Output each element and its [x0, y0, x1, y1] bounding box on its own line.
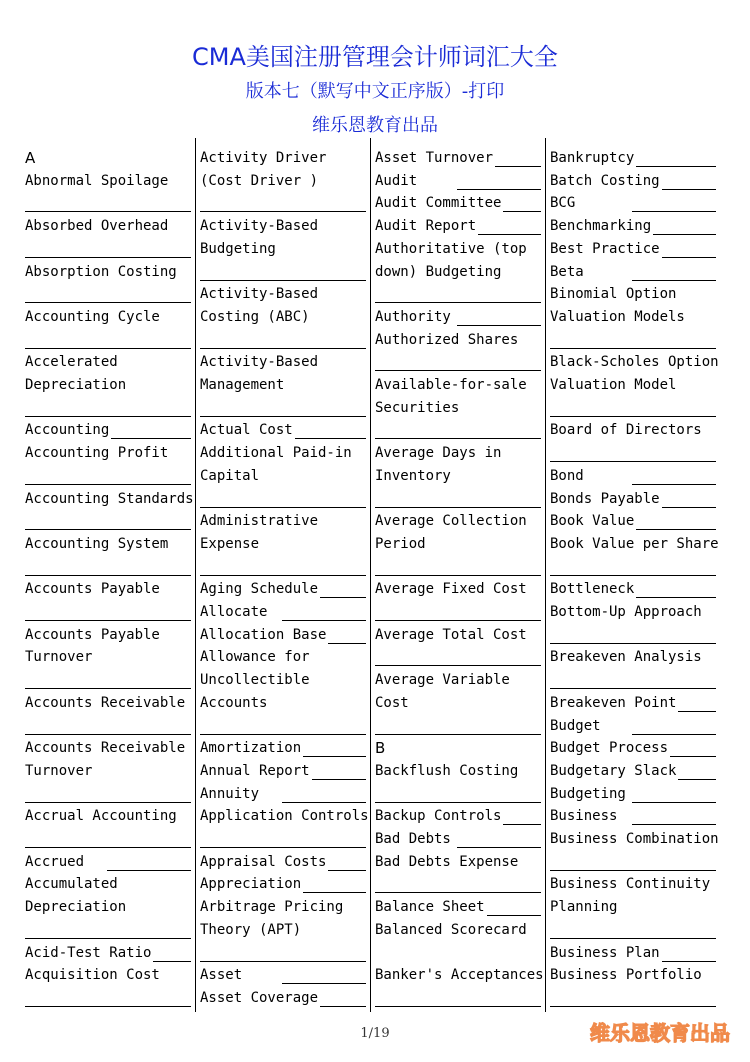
vocab-term: Audit — [375, 172, 418, 189]
vocab-term: Business Plan — [550, 944, 660, 961]
vocab-term: Business Combination — [550, 831, 719, 847]
vocab-term: Accumulated — [25, 876, 118, 893]
answer-blank-line[interactable] — [200, 416, 366, 417]
answer-blank-line[interactable] — [375, 665, 541, 666]
answer-blank-line[interactable] — [636, 166, 716, 167]
vocab-term: Accounts Receivable — [25, 740, 186, 757]
vocab-term: BCG — [550, 195, 576, 212]
answer-blank-line[interactable] — [25, 734, 191, 735]
vocab-term: Book Value per Share — [550, 535, 719, 552]
vocab-term: Business Portfolio — [550, 967, 702, 984]
answer-blank-line[interactable] — [678, 711, 716, 712]
section-letter: A — [25, 149, 36, 167]
answer-blank-line[interactable] — [653, 234, 716, 235]
vocab-term: Valuation Models — [550, 308, 685, 325]
answer-blank-line[interactable] — [25, 620, 191, 621]
vocab-term: Aging Schedule — [200, 581, 319, 598]
column-divider — [545, 138, 546, 1012]
vocab-term: Accounting System — [25, 535, 169, 552]
vocab-term: Activity-Based — [200, 354, 319, 371]
answer-blank-line[interactable] — [282, 802, 366, 803]
vocab-term: Business — [550, 808, 618, 825]
answer-blank-line[interactable] — [200, 734, 366, 735]
vocab-term: Bankruptcy — [550, 150, 635, 166]
answer-blank-line[interactable] — [550, 348, 716, 349]
vocab-term: Allocation Base — [200, 626, 327, 643]
vocab-term: Board of Directors — [550, 422, 702, 439]
vocab-term: Depreciation — [25, 899, 127, 916]
vocab-term: Accounts Payable — [25, 626, 160, 643]
answer-blank-line[interactable] — [550, 1006, 716, 1007]
vocab-term: Bottleneck — [550, 581, 635, 598]
answer-blank-line[interactable] — [200, 211, 366, 212]
vocab-term: Black-Scholes Option — [550, 354, 719, 371]
vocab-term: Amortization — [200, 740, 302, 757]
answer-blank-line[interactable] — [503, 824, 541, 825]
answer-blank-line[interactable] — [632, 734, 716, 735]
answer-blank-line[interactable] — [662, 189, 716, 190]
answer-blank-line[interactable] — [25, 257, 191, 258]
vocab-term: Appraisal Costs — [200, 853, 327, 870]
answer-blank-line[interactable] — [312, 779, 366, 780]
answer-blank-line[interactable] — [375, 734, 541, 735]
vocab-term: Securities — [375, 399, 460, 416]
section-letter: B — [375, 739, 386, 758]
answer-blank-line[interactable] — [632, 824, 716, 825]
document-header — [0, 40, 750, 140]
answer-blank-line[interactable] — [25, 847, 191, 848]
vocab-term: Audit Committee — [375, 195, 502, 212]
vocab-term: Bad Debts Expense — [375, 853, 519, 870]
vocab-term: Audit Report — [375, 218, 477, 235]
vocab-term: Turnover — [25, 649, 93, 666]
vocab-term: Accounts Payable — [25, 581, 160, 598]
vocab-term: Absorbed Overhead — [25, 218, 169, 235]
answer-blank-line[interactable] — [636, 529, 716, 530]
vocab-term: Balanced Scorecard — [375, 921, 527, 938]
answer-blank-line[interactable] — [550, 870, 716, 871]
vocab-term: Accounting — [25, 422, 110, 439]
vocab-term: Average Fixed Cost — [375, 581, 527, 598]
vocab-term: Balance Sheet — [375, 899, 485, 916]
vocab-term: Authoritative (top — [375, 240, 527, 257]
vocab-term: Capital — [200, 467, 260, 484]
vocab-term: Budgetary Slack — [550, 762, 677, 779]
vocab-term: Binomial Option — [550, 286, 677, 303]
answer-blank-line[interactable] — [662, 507, 716, 508]
vocab-term: Acid-Test Ratio — [25, 944, 152, 961]
vocab-term: (Cost Driver ) — [200, 172, 319, 189]
vocab-term: Accrual Accounting — [25, 808, 177, 825]
vocab-term: Turnover — [25, 762, 93, 779]
answer-blank-line[interactable] — [375, 802, 541, 803]
vocab-term: Planning — [550, 899, 618, 916]
vocab-term: Annuity — [200, 785, 260, 802]
vocab-term: Appreciation — [200, 876, 302, 893]
vocab-term: Business Continuity — [550, 876, 711, 893]
answer-blank-line[interactable] — [632, 211, 716, 212]
answer-blank-line[interactable] — [320, 1006, 366, 1007]
vocab-term: Backflush Costing — [375, 762, 519, 779]
vocab-term: Asset — [200, 967, 243, 984]
answer-blank-line[interactable] — [25, 938, 191, 939]
column-divider — [370, 138, 371, 1012]
vocab-term: Activity Driver — [200, 150, 327, 166]
vocab-term: Acquisition Cost — [25, 967, 160, 984]
vocab-term: Available-for-sale — [375, 377, 527, 393]
vocab-term: Accounts — [200, 694, 268, 711]
answer-blank-line[interactable] — [200, 280, 366, 281]
answer-blank-line[interactable] — [111, 438, 191, 439]
vocab-term: Activity-Based — [200, 286, 319, 303]
answer-blank-line[interactable] — [153, 961, 191, 962]
answer-blank-line[interactable] — [328, 643, 366, 644]
answer-blank-line[interactable] — [495, 166, 541, 167]
vocab-term: Inventory — [375, 467, 451, 484]
vocab-term: Actual Cost — [200, 422, 293, 439]
vocab-term: Bad Debts — [375, 831, 451, 847]
vocab-term: Accounting Cycle — [25, 308, 160, 325]
column-divider — [195, 138, 196, 1012]
vocab-term: Costing (ABC) — [200, 308, 310, 325]
vocab-term: Beta — [550, 263, 584, 280]
answer-blank-line[interactable] — [295, 438, 366, 439]
vocab-term: Best Practice — [550, 240, 660, 257]
answer-blank-line[interactable] — [200, 575, 366, 576]
answer-blank-line[interactable] — [375, 620, 541, 621]
vocab-term: Theory (APT) — [200, 921, 302, 938]
vocab-term: Bonds Payable — [550, 490, 660, 507]
answer-blank-line[interactable] — [662, 257, 716, 258]
vocab-term: Allocate — [200, 604, 268, 620]
vocab-term: Administrative — [200, 513, 319, 530]
vocab-term: Additional Paid-in — [200, 445, 352, 462]
answer-blank-line[interactable] — [25, 802, 191, 803]
vocab-term: Banker's Acceptances — [375, 967, 544, 984]
vocab-term: Absorption Costing — [25, 263, 177, 280]
answer-blank-line[interactable] — [282, 983, 366, 984]
answer-blank-line[interactable] — [632, 280, 716, 281]
vocab-term: Depreciation — [25, 377, 127, 393]
vocab-term: Asset Coverage — [200, 989, 319, 1006]
answer-blank-line[interactable] — [25, 211, 191, 212]
vocab-term: Average Variable — [375, 672, 510, 689]
answer-blank-line[interactable] — [636, 597, 716, 598]
answer-blank-line[interactable] — [550, 461, 716, 462]
answer-blank-line[interactable] — [375, 1006, 541, 1007]
vocab-term: Batch Costing — [550, 172, 660, 189]
answer-blank-line[interactable] — [25, 416, 191, 417]
answer-blank-line[interactable] — [375, 507, 541, 508]
answer-blank-line[interactable] — [550, 575, 716, 576]
answer-blank-line[interactable] — [25, 575, 191, 576]
vocab-term: Management — [200, 377, 285, 393]
vocab-term: Backup Controls — [375, 808, 502, 825]
vocab-term: Average Days in — [375, 445, 502, 462]
document-title: CMA美国注册管理会计师词汇大全 — [192, 43, 558, 71]
vocab-term: Budget — [550, 717, 601, 734]
vocab-term: Allowance for — [200, 649, 310, 666]
vocab-term: Uncollectible — [200, 672, 310, 689]
vocab-term: Valuation Model — [550, 377, 677, 393]
answer-blank-line[interactable] — [25, 348, 191, 349]
answer-blank-line[interactable] — [662, 961, 716, 962]
vocab-term: Breakeven Point — [550, 694, 677, 711]
vocab-term: Budget Process — [550, 740, 669, 757]
answer-blank-line[interactable] — [375, 302, 541, 303]
answer-blank-line[interactable] — [25, 1006, 191, 1007]
vocab-term: Period — [375, 535, 426, 552]
vocab-term: Benchmarking — [550, 218, 652, 235]
answer-blank-line[interactable] — [457, 325, 541, 326]
answer-blank-line[interactable] — [670, 756, 716, 757]
vocab-term: down) Budgeting — [375, 263, 502, 280]
vocab-term: Bottom-Up Approach — [550, 604, 702, 620]
vocab-term: Budgeting — [200, 240, 276, 257]
answer-blank-line[interactable] — [550, 938, 716, 939]
answer-blank-line[interactable] — [678, 779, 716, 780]
vocab-term: Annual Report — [200, 762, 310, 779]
vocab-term: Bond — [550, 467, 584, 484]
vocab-term: Accounting Profit — [25, 445, 169, 462]
answer-blank-line[interactable] — [200, 847, 366, 848]
vocab-term: Authority — [375, 308, 451, 325]
answer-blank-line[interactable] — [200, 961, 366, 962]
answer-blank-line[interactable] — [320, 597, 366, 598]
answer-blank-line[interactable] — [200, 507, 366, 508]
vocab-term: Asset Turnover — [375, 150, 494, 166]
vocab-term: Budgeting — [550, 785, 626, 802]
answer-blank-line[interactable] — [200, 348, 366, 349]
answer-blank-line[interactable] — [375, 438, 541, 439]
answer-blank-line[interactable] — [457, 189, 541, 190]
vocab-term: Book Value — [550, 513, 635, 530]
answer-blank-line[interactable] — [478, 234, 541, 235]
vocab-term: Accrued — [25, 853, 85, 870]
watermark-logo: 维乐恩教育出品 — [590, 1021, 730, 1045]
answer-blank-line[interactable] — [375, 892, 541, 893]
answer-blank-line[interactable] — [25, 529, 191, 530]
answer-blank-line[interactable] — [487, 915, 541, 916]
answer-blank-line[interactable] — [632, 484, 716, 485]
vocab-term: Accelerated — [25, 354, 118, 371]
answer-blank-line[interactable] — [550, 416, 716, 417]
answer-blank-line[interactable] — [282, 620, 366, 621]
page-number: 1/19 — [360, 1026, 390, 1041]
answer-blank-line[interactable] — [457, 847, 541, 848]
vocab-term: Authorized Shares — [375, 331, 519, 348]
vocab-term: Activity-Based — [200, 218, 319, 235]
vocab-term: Arbitrage Pricing — [200, 899, 344, 916]
answer-blank-line[interactable] — [503, 211, 541, 212]
vocab-term: Cost — [375, 694, 409, 711]
vocab-term: Application Controls — [200, 808, 369, 825]
answer-blank-line[interactable] — [107, 870, 191, 871]
answer-blank-line[interactable] — [375, 575, 541, 576]
vocab-term: Average Collection — [375, 513, 527, 530]
vocab-term: Expense — [200, 535, 260, 552]
answer-blank-line[interactable] — [303, 892, 366, 893]
vocab-term: Accounting Standards — [25, 490, 194, 507]
vocab-term: Abnormal Spoilage — [25, 172, 169, 189]
answer-blank-line[interactable] — [375, 370, 541, 371]
answer-blank-line[interactable] — [328, 870, 366, 871]
answer-blank-line[interactable] — [25, 302, 191, 303]
answer-blank-line[interactable] — [632, 802, 716, 803]
answer-blank-line[interactable] — [25, 688, 191, 689]
vocab-term: Average Total Cost — [375, 626, 527, 643]
vocab-term: Accounts Receivable — [25, 694, 186, 711]
vocab-term: Breakeven Analysis — [550, 649, 702, 666]
answer-blank-line[interactable] — [550, 688, 716, 689]
answer-blank-line[interactable] — [550, 643, 716, 644]
publisher-line: 维乐恩教育出品 — [312, 115, 438, 136]
document-subtitle: 版本七（默写中文正序版）-打印 — [245, 81, 505, 102]
answer-blank-line[interactable] — [303, 756, 366, 757]
answer-blank-line[interactable] — [25, 484, 191, 485]
